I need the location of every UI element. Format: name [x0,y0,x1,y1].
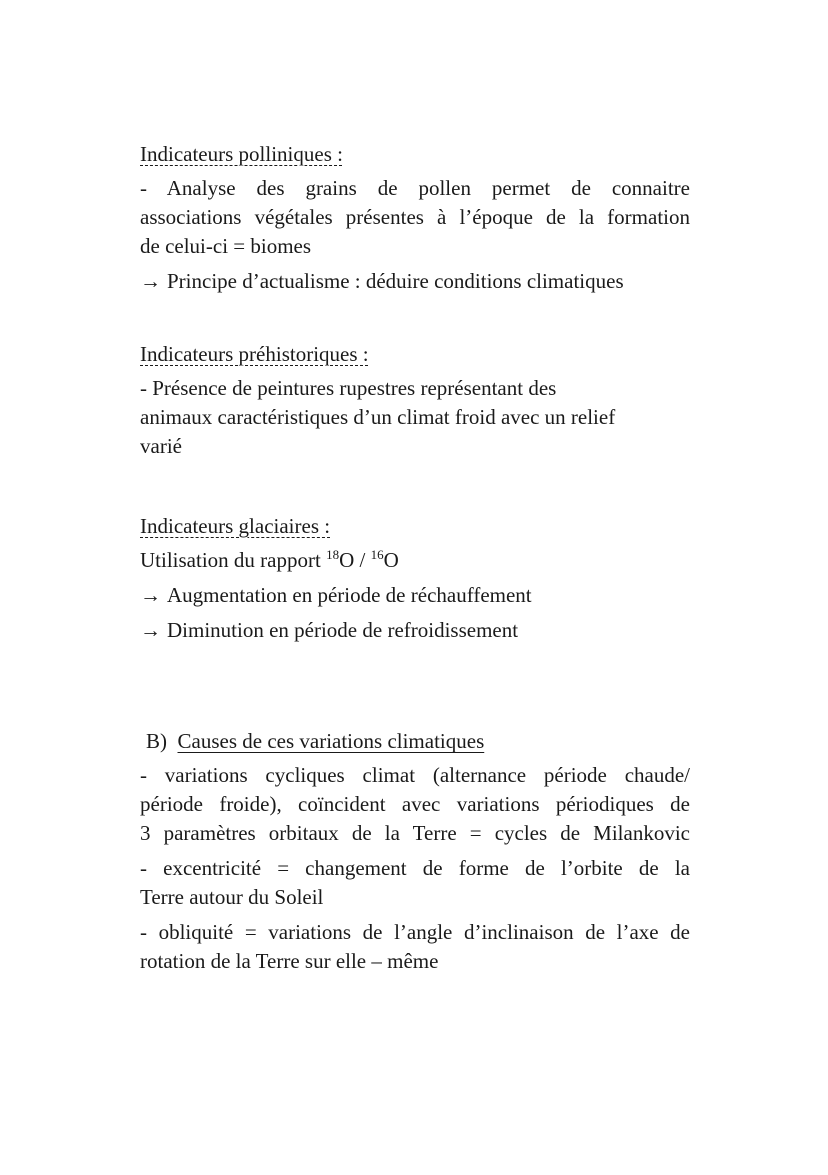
causes-section [140,727,690,976]
pollen-line-2: associations végétales présentes à l’époque de la formation [140,205,690,229]
glacial-arrow-item-1 [140,581,690,610]
glacial-arrow-item-2 [140,616,690,645]
causes-heading: Causes de ces variations climatiques [177,729,485,753]
ratio-prefix: Utilisation du rapport [140,548,327,572]
isotope-18-sup: 18 [326,547,340,562]
glacial-item-2-text: Diminution en période de refroidissement [167,618,519,642]
causes-p3-line-1: - obliquité = variations de l’angle d’inclinaison de l’axe de [140,920,690,944]
pollen-arrow-item [140,267,690,296]
pollen-heading: Indicateurs polliniques : [140,142,343,166]
isotope-16-sup: 16 [370,547,384,562]
isotope-ratio-line [140,546,690,575]
causes-p1-line-3: 3 paramètres orbitaux de la Terre = cycles de Milankovic [140,821,690,845]
glacial-heading: Indicateurs glaciaires : [140,514,331,538]
arrow-right-icon: → [140,618,161,642]
prehistoric-section [140,340,690,461]
pollen-line-1: - Analyse des grains de pollen permet de connaitre [140,176,690,200]
prehistoric-heading: Indicateurs préhistoriques : [140,342,369,366]
causes-p2-line-1: - excentricité = changement de forme de l’orbite de la [140,856,690,880]
glacial-section [140,512,690,645]
ratio-mid: O / [339,548,371,572]
prehistoric-line-1: - Présence de peintures rupestres représentant des [140,376,557,400]
prehistoric-line-2: animaux caractéristiques d’un climat froid avec un relief [140,405,616,429]
causes-p1-line-1: - variations cycliques climat (alternance période chaude/ [140,763,690,787]
arrow-right-icon: → [140,583,161,607]
causes-heading-line [140,727,690,756]
prehistoric-line-3: varié [140,434,182,458]
arrow-right-icon: → [140,269,161,293]
causes-p1-line-2: période froide), coïncident avec variations périodiques de [140,792,690,816]
pollen-section [140,140,690,296]
causes-p3-line-2: rotation de la Terre sur elle – même [140,949,439,973]
pollen-line-3: de celui-ci = biomes [140,234,312,258]
causes-label: B) [146,729,167,753]
ratio-suffix: O [383,548,399,572]
causes-p2-line-2: Terre autour du Soleil [140,885,324,909]
glacial-item-1-text: Augmentation en période de réchauffement [167,583,532,607]
pollen-arrow-text: Principe d’actualisme : déduire conditions climatiques [167,269,624,293]
